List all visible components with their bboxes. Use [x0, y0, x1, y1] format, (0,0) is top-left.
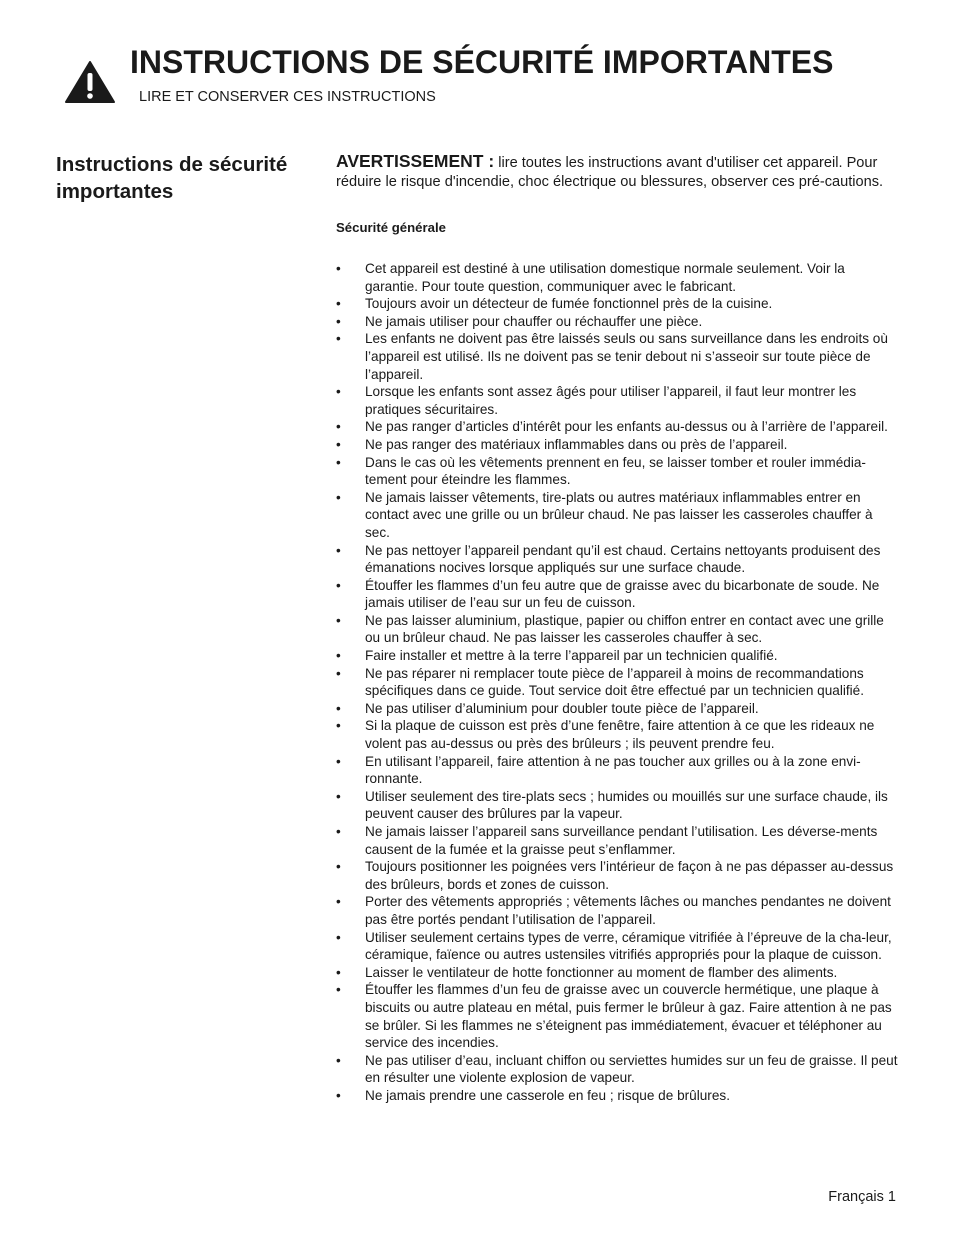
- bullet-text: Les enfants ne doivent pas être laissés seuls ou sans surveillance dans les endroits où l’appareil est utilisé. Ils ne doivent pas se tenir debout ni s’asseoir sur toute pièce de l’appareil.: [365, 331, 888, 382]
- bullet-item: [336, 700, 901, 718]
- bullet-marker: •: [336, 577, 341, 593]
- bullet-marker: •: [336, 419, 341, 435]
- bullet-text: Ne pas utiliser d’aluminium pour doubler toute pièce de l’appareil.: [365, 700, 759, 716]
- bullet-text: Lorsque les enfants sont assez âgés pour utiliser l’appareil, il faut leur montrer les pratiques sécuritaires.: [365, 384, 857, 417]
- bullet-marker: •: [336, 859, 341, 875]
- bullet-item: [336, 788, 901, 823]
- safety-bullet-list: [336, 260, 901, 1105]
- warning-label: AVERTISSEMENT :: [336, 151, 495, 171]
- main-content: [336, 152, 901, 1105]
- bullet-item: [336, 418, 901, 436]
- bullet-text: Ne pas nettoyer l’appareil pendant qu’il est chaud. Certains nettoyants produisent des émanations nocives lorsque appliqués sur une surface chaude.: [365, 542, 881, 576]
- bullet-text: Porter des vêtements appropriés ; vêtements lâches ou manches pendantes ne doivent pas être portés pendant l’utilisation de l’appareil.: [365, 894, 891, 927]
- bullet-item: [336, 295, 901, 313]
- bullet-item: [336, 383, 901, 418]
- bullet-text: Ne jamais laisser l’appareil sans surveillance pendant l’utilisation. Les déverse-ments causent de la fumée et la graisse peut s’enflammer.: [365, 824, 878, 857]
- page-subtitle: LIRE ET CONSERVER CES INSTRUCTIONS: [139, 89, 436, 105]
- bullet-text: Si la plaque de cuisson est près d’une fenêtre, faire attention à ce que les rideaux ne volent pas au-dessus ou près des brûleurs ; ils peuvent prendre feu.: [365, 718, 875, 752]
- bullet-item: [336, 612, 901, 647]
- bullet-marker: •: [336, 824, 341, 839]
- bullet-text: Toujours positionner les poignées vers l’intérieur de façon à ne pas dépasser au-dessus des brûleurs, bords et zones de cuisson.: [365, 859, 894, 892]
- bullet-marker: •: [336, 894, 341, 910]
- bullet-marker: •: [336, 261, 341, 276]
- bullet-item: [336, 313, 901, 331]
- bullet-marker: •: [336, 1052, 341, 1068]
- bullet-marker: •: [336, 296, 341, 312]
- warning-text: lire toutes les instructions avant d'utiliser cet appareil. Pour réduire le risque d'incendie, choc électrique ou blessures, observer ces pré-cautions.: [336, 155, 884, 190]
- bullet-item: [336, 489, 901, 542]
- bullet-text: Laisser le ventilateur de hotte fonctionner au moment de flamber des aliments.: [365, 964, 838, 980]
- bullet-marker: •: [336, 788, 341, 804]
- bullet-marker: •: [336, 313, 341, 329]
- bullet-marker: •: [336, 718, 341, 734]
- bullet-marker: •: [336, 436, 341, 452]
- bullet-marker: •: [336, 384, 341, 400]
- bullet-text: Faire installer et mettre à la terre l’appareil par un technicien qualifié.: [365, 648, 778, 664]
- bullet-text: Ne pas laisser aluminium, plastique, papier ou chiffon entrer en contact avec une grille ou un brûleur chaud. Ne pas laisser les casseroles chauffer à sec.: [365, 612, 884, 646]
- bullet-text: Ne jamais laisser vêtements, tire-plats ou autres matériaux inflammables entrer en contact avec une grille ou un brûleur chaud. Ne pas laisser les casseroles chauffer à sec.: [365, 489, 873, 540]
- bullet-marker: •: [336, 929, 341, 945]
- bullet-item: [336, 454, 901, 489]
- bullet-text: Toujours avoir un détecteur de fumée fonctionnel près de la cuisine.: [365, 296, 773, 312]
- bullet-marker: •: [336, 489, 341, 505]
- page-footer: Français 1: [828, 1189, 896, 1205]
- general-safety-heading: Sécurité générale: [336, 220, 446, 235]
- bullet-item: [336, 1087, 901, 1105]
- bullet-item: [336, 858, 901, 893]
- bullet-item: [336, 647, 901, 665]
- bullet-marker: •: [336, 964, 341, 980]
- bullet-text: Ne jamais prendre une casserole en feu ; risque de brûlures.: [365, 1087, 730, 1103]
- bullet-item: [336, 577, 901, 612]
- bullet-text: Ne pas réparer ni remplacer toute pièce de l’appareil à moins de recommandations spécifiques dans ce guide. Tout service doit être effectué par un technicien qualifié.: [365, 665, 865, 699]
- bullet-item: [336, 823, 901, 858]
- bullet-text: Ne pas utiliser d’eau, incluant chiffon ou serviettes humides sur un feu de graisse. Il peut en résulter une violente explosion de vapeur.: [365, 1052, 898, 1086]
- bullet-item: [336, 981, 901, 1051]
- bullet-item: [336, 542, 901, 577]
- bullet-item: [336, 929, 901, 964]
- warning-triangle-icon: [64, 60, 116, 104]
- bullet-marker: •: [336, 454, 341, 470]
- bullet-marker: •: [336, 331, 341, 347]
- bullet-item: [336, 665, 901, 700]
- bullet-text: Utiliser seulement certains types de verre, céramique vitrifiée à l’épreuve de la cha-leur, céramique, faïence ou autres ustensiles vitrifiés appropriés pour la plaque de cuisson.: [365, 929, 892, 963]
- bullet-marker: •: [336, 665, 341, 681]
- bullet-text: Dans le cas où les vêtements prennent en feu, se laisser tomber et rouler immédia-tement pour éteindre les flammes.: [365, 454, 866, 488]
- bullet-text: Ne jamais utiliser pour chauffer ou réchauffer une pièce.: [365, 313, 703, 329]
- bullet-marker: •: [336, 1087, 341, 1103]
- bullet-text: Cet appareil est destiné à une utilisation domestique normale seulement. Voir la garantie. Pour toute question, communiquer avec le fabricant.: [365, 261, 845, 294]
- bullet-item: [336, 260, 901, 295]
- bullet-item: [336, 964, 901, 982]
- bullet-item: [336, 717, 901, 752]
- bullet-item: [336, 436, 901, 454]
- bullet-text: Étouffer les flammes d’un feu autre que de graisse avec du bicarbonate de soude. Ne jamais utiliser de l’eau sur un feu de cuisson.: [365, 577, 880, 611]
- bullet-marker: •: [336, 700, 341, 716]
- bullet-item: [336, 753, 901, 788]
- bullet-marker: •: [336, 753, 341, 769]
- bullet-marker: •: [336, 612, 341, 628]
- bullet-marker: •: [336, 648, 341, 664]
- bullet-text: Ne pas ranger des matériaux inflammables dans ou près de l’appareil.: [365, 436, 788, 452]
- bullet-text: Utiliser seulement des tire-plats secs ; humides ou mouillés sur une surface chaude, ils peuvent causer des brûlures par la vapeur.: [365, 788, 888, 822]
- bullet-text: En utilisant l’appareil, faire attention à ne pas toucher aux grilles ou à la zone envi-ronnante.: [365, 753, 861, 787]
- bullet-marker: •: [336, 982, 341, 998]
- bullet-marker: •: [336, 542, 341, 558]
- bullet-item: [336, 330, 901, 383]
- warning-paragraph: [336, 152, 901, 192]
- bullet-item: [336, 893, 901, 928]
- bullet-text: Ne pas ranger d’articles d’intérêt pour les enfants au-dessus ou à l’arrière de l’appareil.: [365, 419, 888, 435]
- section-side-heading: Instructions de sécurité importantes: [56, 153, 288, 203]
- bullet-text: Étouffer les flammes d’un feu de graisse avec un couvercle hermétique, une plaque à biscuits ou autre plateau en métal, puis fermer le brûleur à gaz. Faire attention à ne pas se brûler. Si les flammes ne s’éteignent pas immédiatement, évacuer et téléphoner au service des incendies.: [365, 982, 892, 1051]
- bullet-item: [336, 1052, 901, 1087]
- page-title: INSTRUCTIONS DE SÉCURITÉ IMPORTANTES: [130, 44, 834, 80]
